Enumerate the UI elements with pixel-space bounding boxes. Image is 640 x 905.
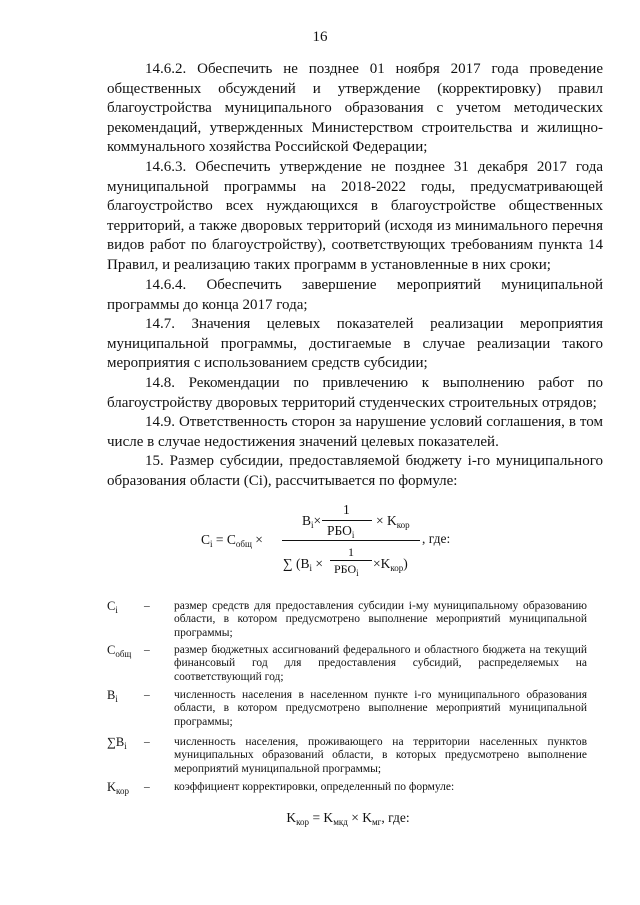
paragraph-15: 15. Размер субсидии, предоставляемой бюджету i-го муниципального образования области (Сi), рассчитывается по формуле: [107, 453, 603, 489]
numerator-b: $B_i\times$ [302, 513, 322, 530]
paragraph-14-6-3: 14.6.3. Обеспечить утверждение не позднее 31 декабря 2017 года муниципальной программы на 2018-2022 годы, предусматривающей благоустройство всех нуждающихся в благоустройстве общественных территорий, а также дворовых территорий (исходя из минимального перечня видов работ по благоустройству), соответствующих требованиям пункта 14 Правил, и реализацию таких программ в установленные в них сроки; [107, 159, 603, 273]
correction-formula: $K_{кор} = K_{мкд} \times K_{мг}$, где: [286, 810, 410, 827]
numerator-k: × $K_{кор}$ [376, 513, 410, 530]
formula-tail: , где: [422, 531, 451, 546]
definition-text: размер средств для предоставления субсидии i-му муниципальному образованию области, в котором предусмотрено выполнение мероприятий муниципальной программы; [174, 600, 587, 639]
inner-fraction-line [322, 520, 372, 521]
page-number: 16 [312, 29, 328, 45]
paragraph-14-7: 14.7. Значения целевых показателей реализации мероприятия муниципальной программы, достигаемые в случае реализации такого мероприятия с использованием средств субсидии; [107, 316, 603, 372]
denominator-one: 1 [348, 545, 354, 559]
formula-lhs: $C_i = C_{общ}$ × [201, 532, 263, 549]
paragraph-14-9: 14.9. Ответственность сторон за нарушение условий соглашения, в том числе в случае недостижения значений целевых показателей. [107, 414, 603, 450]
subsidy-formula [0, 500, 640, 580]
definition-text: размер бюджетных ассигнований федерального и областного бюджета на текущий финансовый год для предоставления субсидий, распределяемых на соответствующий год; [174, 644, 587, 683]
denominator-k: $\times K_{кор}$) [373, 556, 408, 573]
definition-symbol: $K_{кор}$ [107, 780, 129, 796]
main-fraction-line [282, 540, 420, 541]
definition-symbol: $B_i$ [107, 688, 118, 704]
paragraph-14-6-4: 14.6.4. Обеспечить завершение мероприятий муниципальной программы до конца 2017 года; [107, 277, 603, 313]
paragraph-14-6-2: 14.6.2. Обеспечить не позднее 01 ноября 2017 года проведение общественных обсуждений и утверждение (корректировку) правил благоустройства муниципального образования с учетом методических рекомендаций, утвержденных Министерством строительства и жилищно-коммунального хозяйства Российской Федерации; [107, 61, 603, 156]
definition-symbol: $\sum B_i$ [107, 735, 127, 751]
definition-symbol: $C_i$ [107, 599, 118, 615]
definitions-list: $C_i$ – размер средств для предоставления субсидии i-му муниципальному образованию области, в котором предусмотрено выполнение мероприятий муниципальной программы; $C_{общ}$ – размер бюджетных ассигнований федерального и областного бюджета на текущий финансовый год для предоставления субсидий, распределяемых на соответствующий год; $B_i$ – численность населения в населенном пункте i-го муниципального образования области, в котором предусмотрено выполнение мероприятий муниципальной программы; $\sum B_i$ – численность населения, проживающего на территории населенных пунктов муниципальных образований области, в которых предусмотрено выполнение мероприятий муниципальной программы; $K_{кор}$ – коэффициент корректировки, определенный по формуле: [107, 600, 603, 800]
numerator-one: 1 [343, 502, 350, 517]
definition-text: численность населения, проживающего на территории населенных пунктов муниципальных образований области, в которых предусмотрено выполнение мероприятий муниципальной программы; [174, 736, 587, 775]
denominator-rbo: $РБО_i$ [334, 562, 359, 578]
paragraph-14-8: 14.8. Рекомендации по привлечению к выполнению работ по благоустройству дворовых территорий студенческих строительных отрядов; [107, 375, 603, 411]
denominator-inner-line [330, 560, 372, 561]
definition-symbol: $C_{общ}$ [107, 643, 132, 659]
definition-text: численность населения в населенном пункте i-го муниципального образования области, в котором предусмотрено выполнение мероприятий муниципальной программы; [174, 689, 587, 728]
numerator-rbo: $РБО_i$ [327, 523, 355, 540]
denominator-sum: ∑ ($B_i$ × [283, 556, 324, 573]
definition-text: коэффициент корректировки, определенный по формуле: [174, 781, 455, 793]
